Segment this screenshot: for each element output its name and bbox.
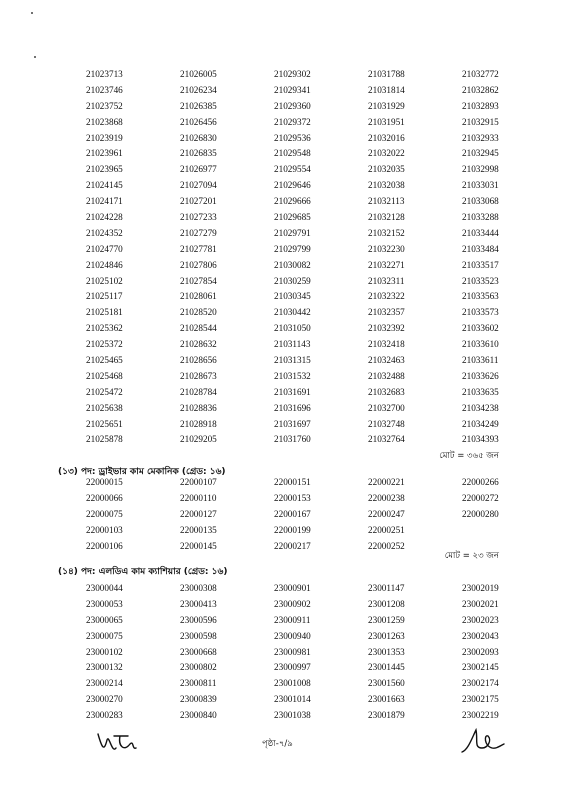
roll-number-cell: 21026835 bbox=[180, 148, 217, 159]
roll-number-cell: 21033611 bbox=[462, 355, 499, 366]
roll-number-cell: 21025472 bbox=[86, 386, 123, 397]
roll-number-cell: 21032418 bbox=[368, 339, 405, 350]
roll-number-cell: 23000596 bbox=[180, 614, 217, 625]
roll-number-cell: 23000270 bbox=[86, 694, 123, 705]
roll-number-cell: 22000272 bbox=[462, 492, 499, 503]
roll-number-cell: 21023868 bbox=[86, 116, 123, 127]
roll-number-cell: 22000103 bbox=[86, 524, 123, 535]
roll-number-cell: 21027806 bbox=[180, 259, 217, 270]
roll-number-cell bbox=[462, 526, 526, 542]
roll-number-cell: 21029360 bbox=[274, 100, 311, 111]
roll-number-cell: 21034238 bbox=[462, 402, 499, 413]
roll-number-cell: 21032700 bbox=[368, 402, 405, 413]
roll-number-cell: 21032113 bbox=[368, 196, 405, 207]
roll-number-cell: 21031788 bbox=[368, 69, 405, 79]
roll-number-cell: 23001038 bbox=[274, 710, 311, 721]
page-number: পৃষ্ঠা-৭/৯ bbox=[262, 739, 293, 749]
roll-number-cell: 21033573 bbox=[462, 307, 499, 318]
roll-number-cell: 21027279 bbox=[180, 227, 217, 238]
roll-number-cell: 21031814 bbox=[368, 84, 405, 95]
roll-number-cell: 21029341 bbox=[274, 84, 311, 95]
roll-number-cell: 21026977 bbox=[180, 164, 217, 175]
roll-number-cell: 21034249 bbox=[462, 418, 499, 429]
roll-number-cell: 21033444 bbox=[462, 227, 499, 238]
roll-number-cell: 21032933 bbox=[462, 132, 499, 143]
section-13-total: মোট = ২৩ জন bbox=[444, 551, 499, 561]
roll-number-table-13 bbox=[86, 478, 526, 557]
roll-number-cell: 21023752 bbox=[86, 100, 123, 111]
roll-number-cell: 23001259 bbox=[368, 614, 405, 625]
roll-number-cell: 21032357 bbox=[368, 307, 405, 318]
roll-number-cell: 21032772 bbox=[462, 69, 499, 79]
roll-number-cell: 21023965 bbox=[86, 164, 123, 175]
roll-number-cell: 21031315 bbox=[274, 355, 311, 366]
roll-number-cell: 22000167 bbox=[274, 508, 311, 519]
roll-number-cell: 21030345 bbox=[274, 291, 311, 302]
roll-number-cell: 21024171 bbox=[86, 196, 123, 207]
roll-number-cell: 21033635 bbox=[462, 386, 499, 397]
roll-number-cell: 23000981 bbox=[274, 646, 311, 657]
roll-number-cell: 21026456 bbox=[180, 116, 217, 127]
roll-number-cell: 21032945 bbox=[462, 148, 499, 159]
roll-number-cell: 23001445 bbox=[368, 662, 405, 673]
roll-number-cell: 21032271 bbox=[368, 259, 405, 270]
roll-number-cell: 23000283 bbox=[86, 710, 123, 721]
roll-number-cell: 23001353 bbox=[368, 646, 405, 657]
left-signature bbox=[94, 728, 138, 758]
roll-number-cell: 22000217 bbox=[274, 540, 311, 551]
roll-number-cell: 21029548 bbox=[274, 148, 311, 159]
roll-number-cell: 22000106 bbox=[86, 540, 123, 551]
roll-number-cell: 21032128 bbox=[368, 212, 405, 223]
roll-number-cell: 22000247 bbox=[368, 508, 405, 519]
roll-number-cell: 22000151 bbox=[274, 477, 311, 487]
roll-number-cell: 21026005 bbox=[180, 69, 217, 79]
roll-number-cell: 22000066 bbox=[86, 492, 123, 503]
roll-number-cell: 21033517 bbox=[462, 259, 499, 270]
roll-number-cell: 21032016 bbox=[368, 132, 405, 143]
roll-number-cell: 23002043 bbox=[462, 630, 499, 641]
roll-number-cell: 21025181 bbox=[86, 307, 123, 318]
roll-number-cell: 23000214 bbox=[86, 678, 123, 689]
roll-number-cell: 21032152 bbox=[368, 227, 405, 238]
roll-number-cell: 21024145 bbox=[86, 180, 123, 191]
roll-number-cell: 21024228 bbox=[86, 212, 123, 223]
roll-number-cell: 21031050 bbox=[274, 323, 311, 334]
roll-number-cell: 21031691 bbox=[274, 386, 311, 397]
roll-number-cell: 22000252 bbox=[368, 540, 405, 551]
roll-number-cell: 21030442 bbox=[274, 307, 311, 318]
roll-number-cell: 21033523 bbox=[462, 275, 499, 286]
roll-number-cell: 23001147 bbox=[368, 583, 405, 593]
roll-number-cell: 21024846 bbox=[86, 259, 123, 270]
section-13-heading: (১৩) পদ: ড্রাইভার কাম মেকানিক (গ্রেড: ১৬) bbox=[58, 467, 226, 477]
roll-number-cell: 21033031 bbox=[462, 180, 499, 191]
roll-number-cell: 21029536 bbox=[274, 132, 311, 143]
roll-number-cell: 21027854 bbox=[180, 275, 217, 286]
roll-number-cell: 21026830 bbox=[180, 132, 217, 143]
roll-number-cell: 21031951 bbox=[368, 116, 405, 127]
roll-number-cell: 23001663 bbox=[368, 694, 405, 705]
roll-number-cell: 22000221 bbox=[368, 477, 405, 487]
roll-number-cell: 21024352 bbox=[86, 227, 123, 238]
roll-number-cell: 21030259 bbox=[274, 275, 311, 286]
roll-number-cell: 21029302 bbox=[274, 69, 311, 79]
roll-number-cell: 21029646 bbox=[274, 180, 311, 191]
roll-number-cell: 21029205 bbox=[180, 434, 217, 445]
roll-number-cell: 21032915 bbox=[462, 116, 499, 127]
roll-number-cell: 23000902 bbox=[274, 598, 311, 609]
roll-number-cell: 21025362 bbox=[86, 323, 123, 334]
roll-number-cell: 23000044 bbox=[86, 583, 123, 593]
roll-number-cell: 23002023 bbox=[462, 614, 499, 625]
roll-number-cell: 21033626 bbox=[462, 370, 499, 381]
roll-number-cell: 23000102 bbox=[86, 646, 123, 657]
scan-speck bbox=[34, 56, 36, 58]
roll-number-cell: 21033484 bbox=[462, 243, 499, 254]
roll-number-cell: 23001879 bbox=[368, 710, 405, 721]
roll-number-cell: 21028544 bbox=[180, 323, 217, 334]
roll-number-cell: 22000015 bbox=[86, 477, 123, 487]
roll-number-cell: 21031143 bbox=[274, 339, 311, 350]
roll-number-cell: 21030082 bbox=[274, 259, 311, 270]
roll-number-cell: 21025372 bbox=[86, 339, 123, 350]
roll-number-cell: 21028520 bbox=[180, 307, 217, 318]
roll-number-cell: 21032022 bbox=[368, 148, 405, 159]
roll-number-cell: 23000839 bbox=[180, 694, 217, 705]
roll-number-cell: 23000065 bbox=[86, 614, 123, 625]
roll-number-cell: 21032035 bbox=[368, 164, 405, 175]
roll-number-cell: 21025878 bbox=[86, 434, 123, 445]
scan-speck bbox=[31, 12, 33, 14]
roll-number-cell: 23000413 bbox=[180, 598, 217, 609]
roll-number-cell: 21032488 bbox=[368, 370, 405, 381]
roll-number-cell: 21029372 bbox=[274, 116, 311, 127]
roll-number-cell: 23001014 bbox=[274, 694, 311, 705]
roll-number-cell: 21029666 bbox=[274, 196, 311, 207]
roll-number-cell: 21033602 bbox=[462, 323, 499, 334]
roll-number-cell: 21034393 bbox=[462, 434, 499, 445]
roll-number-cell: 22000280 bbox=[462, 508, 499, 519]
roll-number-cell: 21026234 bbox=[180, 84, 217, 95]
roll-number-cell: 21027233 bbox=[180, 212, 217, 223]
roll-number-cell: 21023961 bbox=[86, 148, 123, 159]
roll-number-cell: 22000238 bbox=[368, 492, 405, 503]
roll-number-cell: 21033068 bbox=[462, 196, 499, 207]
roll-number-cell: 21033288 bbox=[462, 212, 499, 223]
roll-number-cell: 21025465 bbox=[86, 355, 123, 366]
roll-number-cell: 21028784 bbox=[180, 386, 217, 397]
roll-number-cell: 23000997 bbox=[274, 662, 311, 673]
roll-number-cell: 21028918 bbox=[180, 418, 217, 429]
roll-number-cell: 21033610 bbox=[462, 339, 499, 350]
roll-number-cell: 23000598 bbox=[180, 630, 217, 641]
right-signature bbox=[458, 726, 506, 758]
roll-number-cell: 21023713 bbox=[86, 69, 123, 79]
roll-number-cell: 22000251 bbox=[368, 524, 405, 535]
roll-number-cell: 21025117 bbox=[86, 291, 123, 302]
roll-number-cell: 21033563 bbox=[462, 291, 499, 302]
roll-number-cell: 21025468 bbox=[86, 370, 123, 381]
roll-number-cell: 21028673 bbox=[180, 370, 217, 381]
roll-number-cell: 22000135 bbox=[180, 524, 217, 535]
roll-number-cell: 21028836 bbox=[180, 402, 217, 413]
roll-number-cell: 21029799 bbox=[274, 243, 311, 254]
roll-number-cell: 21032230 bbox=[368, 243, 405, 254]
roll-number-cell: 22000107 bbox=[180, 477, 217, 487]
roll-number-cell: 21029685 bbox=[274, 212, 311, 223]
roll-number-cell: 22000145 bbox=[180, 540, 217, 551]
roll-number-cell: 21032683 bbox=[368, 386, 405, 397]
roll-number-cell: 21031929 bbox=[368, 100, 405, 111]
roll-number-cell: 21028656 bbox=[180, 355, 217, 366]
roll-number-table-top bbox=[86, 70, 526, 451]
roll-number-cell: 21025638 bbox=[86, 402, 123, 413]
roll-number-cell: 23002145 bbox=[462, 662, 499, 673]
roll-number-cell: 23002021 bbox=[462, 598, 499, 609]
roll-number-cell: 21031760 bbox=[274, 434, 311, 445]
roll-number-cell: 21032463 bbox=[368, 355, 405, 366]
roll-number-cell: 23002019 bbox=[462, 583, 499, 593]
section-14-heading: (১৪) পদ: এলডিএ কাম ক্যাশিয়ার (গ্রেড: ১৬) bbox=[58, 567, 228, 577]
roll-number-cell: 21032998 bbox=[462, 164, 499, 175]
roll-number-cell: 23001560 bbox=[368, 678, 405, 689]
section-top-total: মোট = ৩৬৫ জন bbox=[439, 451, 499, 461]
roll-number-cell: 21026385 bbox=[180, 100, 217, 111]
roll-number-cell: 23002174 bbox=[462, 678, 499, 689]
roll-number-cell: 23000075 bbox=[86, 630, 123, 641]
roll-number-cell: 21027781 bbox=[180, 243, 217, 254]
roll-number-cell: 21032862 bbox=[462, 84, 499, 95]
roll-number-cell: 23000901 bbox=[274, 583, 311, 593]
roll-number-cell: 23002093 bbox=[462, 646, 499, 657]
roll-number-cell: 21025651 bbox=[86, 418, 123, 429]
roll-number-cell: 21032392 bbox=[368, 323, 405, 334]
roll-number-cell: 23002175 bbox=[462, 694, 499, 705]
roll-number-cell: 21032322 bbox=[368, 291, 405, 302]
roll-number-cell: 23000308 bbox=[180, 583, 217, 593]
roll-number-cell: 23001208 bbox=[368, 598, 405, 609]
roll-number-cell: 21031696 bbox=[274, 402, 311, 413]
roll-number-cell: 21032038 bbox=[368, 180, 405, 191]
roll-number-table-14 bbox=[86, 584, 526, 727]
roll-number-cell: 22000127 bbox=[180, 508, 217, 519]
roll-number-cell: 21031697 bbox=[274, 418, 311, 429]
roll-number-cell: 23000811 bbox=[180, 678, 217, 689]
roll-number-cell: 21027094 bbox=[180, 180, 217, 191]
roll-number-cell: 23000840 bbox=[180, 710, 217, 721]
roll-number-cell: 21032764 bbox=[368, 434, 405, 445]
roll-number-cell: 23001263 bbox=[368, 630, 405, 641]
roll-number-cell: 23000132 bbox=[86, 662, 123, 673]
roll-number-cell: 21023919 bbox=[86, 132, 123, 143]
roll-number-cell: 21028632 bbox=[180, 339, 217, 350]
roll-number-cell: 22000199 bbox=[274, 524, 311, 535]
roll-number-cell: 21031532 bbox=[274, 370, 311, 381]
roll-number-cell: 22000153 bbox=[274, 492, 311, 503]
roll-number-cell: 23000802 bbox=[180, 662, 217, 673]
roll-number-cell: 21027201 bbox=[180, 196, 217, 207]
roll-number-cell: 21032893 bbox=[462, 100, 499, 111]
roll-number-cell: 21025102 bbox=[86, 275, 123, 286]
roll-number-cell: 21029554 bbox=[274, 164, 311, 175]
roll-number-cell: 23002219 bbox=[462, 710, 499, 721]
roll-number-cell: 22000110 bbox=[180, 492, 217, 503]
roll-number-cell: 21024770 bbox=[86, 243, 123, 254]
roll-number-cell: 21029791 bbox=[274, 227, 311, 238]
roll-number-cell: 21023746 bbox=[86, 84, 123, 95]
roll-number-cell: 21028061 bbox=[180, 291, 217, 302]
roll-number-cell: 21032748 bbox=[368, 418, 405, 429]
roll-number-cell: 23000940 bbox=[274, 630, 311, 641]
roll-number-cell: 23000911 bbox=[274, 614, 311, 625]
roll-number-cell: 23000053 bbox=[86, 598, 123, 609]
roll-number-cell: 21032311 bbox=[368, 275, 405, 286]
roll-number-cell: 22000075 bbox=[86, 508, 123, 519]
roll-number-cell: 22000266 bbox=[462, 477, 499, 487]
roll-number-cell: 23001008 bbox=[274, 678, 311, 689]
roll-number-cell: 23000668 bbox=[180, 646, 217, 657]
